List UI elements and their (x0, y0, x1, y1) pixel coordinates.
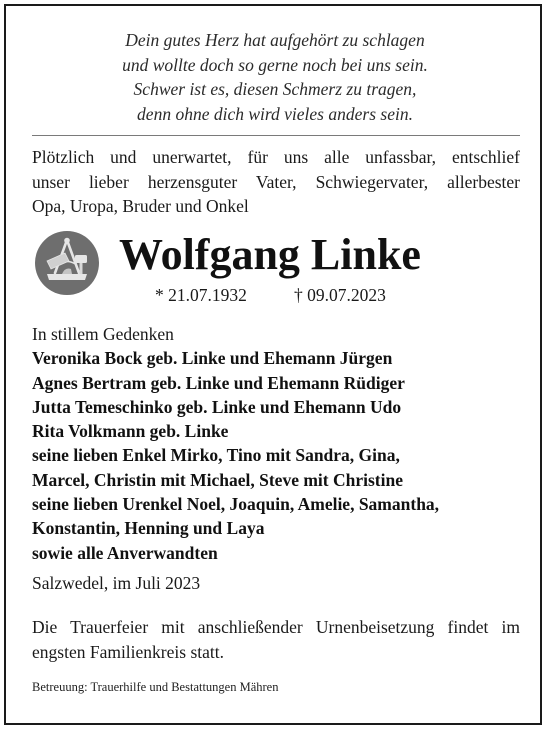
birth-date: * 21.07.1932 (155, 285, 247, 305)
poem-line: denn ohne dich wird vieles anders sein. (137, 103, 413, 124)
mourner-line: Veronika Bock geb. Linke und Ehemann Jürgen (32, 348, 393, 369)
mourner-line: sowie alle Anverwandten (32, 542, 218, 563)
funeral-home-credit: Betreuung: Trauerhilfe und Bestattungen Mähren (32, 680, 279, 694)
notice-line: engsten Familienkreis statt. (32, 641, 224, 662)
mourner-line: Marcel, Christin mit Michael, Steve mit Christine (32, 469, 403, 490)
mourners-list (32, 322, 522, 565)
mourner-line: Jutta Temeschinko geb. Linke und Ehemann Udo (32, 396, 402, 417)
poem-line: und wollte doch so gerne noch bei uns sein. (122, 54, 428, 75)
intro-line: Opa, Uropa, Bruder und Onkel (32, 196, 249, 216)
mourner-line: seine lieben Urenkel Noel, Joaquin, Amelie, Samantha, (32, 494, 440, 515)
intro-line: unser lieber herzensguter Vater, Schwiegervater, allerbester (32, 171, 520, 192)
poem-line: Dein gutes Herz hat aufgehört zu schlagen (125, 30, 425, 50)
carpenter-tools-emblem-icon (35, 231, 99, 295)
poem-line: Schwer ist es, diesen Schmerz zu tragen, (133, 79, 417, 99)
death-announcement-text (32, 145, 520, 219)
funeral-notice (32, 615, 520, 664)
poem-divider (32, 135, 520, 136)
memorial-poem (0, 28, 550, 126)
place-and-date: Salzwedel, im Juli 2023 (32, 573, 201, 593)
mourner-line: Agnes Bertram geb. Linke und Ehemann Rüdiger (32, 372, 405, 393)
mourner-line: Rita Volkmann geb. Linke (32, 421, 229, 442)
intro-line: Plötzlich und unerwartet, für uns alle unfassbar, entschlief (32, 147, 520, 167)
death-date: † 09.07.2023 (294, 285, 386, 305)
mourner-line: Konstantin, Henning und Laya (32, 518, 265, 539)
mourner-line: seine lieben Enkel Mirko, Tino mit Sandra, Gina, (32, 445, 400, 466)
notice-line: Die Trauerfeier mit anschließender Urnenbeisetzung findet im (32, 617, 520, 637)
mourners-lead: In stillem Gedenken (32, 324, 174, 344)
deceased-name: Wolfgang Linke (119, 230, 421, 279)
